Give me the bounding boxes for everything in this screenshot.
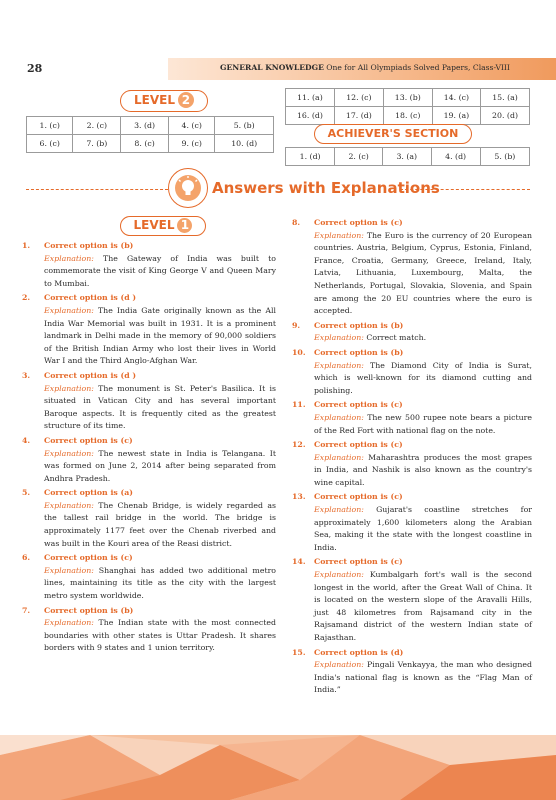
- level1-pill: [120, 216, 206, 236]
- question-body: [314, 647, 532, 697]
- answer-row: [286, 107, 530, 125]
- answer-cell: 15. (a): [481, 89, 530, 107]
- answer-cell: 8. (c): [121, 135, 169, 153]
- explanation-text: Gujarat's coastline stretches for approximately 1,600 kilometers along the Arabian Sea, making it the state with the longest coastline in India.: [314, 505, 532, 552]
- question-item: [22, 240, 276, 290]
- level2-number: 2: [178, 92, 194, 108]
- question-item: [22, 435, 276, 485]
- header-title-rest: One for All Olympiads Solved Papers, Class-VIII: [323, 63, 510, 72]
- answer-cell: 11. (a): [286, 89, 335, 107]
- explanation-label: Explanation:: [314, 360, 364, 370]
- question-number: 1.: [22, 241, 31, 250]
- correct-option: Correct option is (b): [314, 320, 404, 330]
- answer-cell: 5. (b): [480, 148, 529, 166]
- question-item: [292, 347, 532, 397]
- explanation-text: Kumbalgarh fort's wall is the second longest in the world, after the Great Wall of China. It is located on the western slope of the Aravalli Hills, just 48 kilometres from Rajsamand city in the Rajsamand district of the western Indian state of Rajasthan.: [314, 570, 532, 642]
- level1-label: LEVEL: [133, 218, 175, 232]
- answer-cell: 3. (a): [383, 148, 431, 166]
- correct-option: Correct option is (c): [44, 553, 133, 563]
- explanation-label: Explanation:: [44, 618, 94, 628]
- question-body: [314, 217, 532, 318]
- explanation: [314, 452, 532, 490]
- question-body: [44, 435, 276, 485]
- explanation-text: Correct match.: [363, 333, 427, 343]
- answer-row: [27, 135, 274, 153]
- question-item: [22, 292, 276, 368]
- question-body: [44, 240, 276, 290]
- question-body: [44, 370, 276, 433]
- explanation-text: The Indian state with the most connected boundaries with other states is Uttar Pradesh. It shares borders with 9 states and 1 union territory.: [44, 618, 276, 653]
- divider-left: [26, 189, 168, 190]
- question-body: [44, 487, 276, 550]
- answer-cell: 2. (c): [73, 117, 121, 135]
- correct-option: Correct option is (b): [44, 241, 134, 250]
- question-item: [22, 487, 276, 550]
- correct-option: Correct option is (c): [314, 218, 403, 227]
- question-number: 12.: [292, 440, 306, 450]
- explanation: [44, 383, 276, 433]
- answer-row: [27, 117, 274, 135]
- explanation: [314, 569, 532, 645]
- correct-option: Correct option is (c): [314, 400, 403, 410]
- explanation: [314, 659, 532, 697]
- answer-cell: 6. (c): [27, 135, 73, 153]
- explanation-text: The Diamond City of India is Surat, which is well-known for its diamond cutting and polishing.: [314, 360, 532, 395]
- question-body: [314, 399, 532, 437]
- explanation-label: Explanation:: [314, 452, 364, 462]
- question-item: [292, 556, 532, 644]
- explanation-text: The Chenab Bridge, is widely regarded as the tallest rail bridge in the world. The bridge is approximately 1177 feet over the Chenab riverbed and was built in the Kouri area of the Reasi district.: [44, 500, 276, 548]
- explanation-label: Explanation:: [314, 505, 364, 515]
- question-number: 14.: [292, 557, 306, 567]
- question-number: 13.: [292, 492, 306, 502]
- page-number: 28: [27, 62, 43, 75]
- explanation-label: Explanation:: [44, 305, 94, 315]
- right-column: [292, 215, 532, 697]
- question-body: [314, 320, 532, 345]
- achievers-section-title: ACHIEVER'S SECTION: [314, 124, 472, 144]
- answer-cell: 17. (d): [334, 107, 383, 125]
- level2-pill: [120, 90, 208, 112]
- answer-row: [286, 148, 530, 166]
- question-number: 8.: [292, 218, 301, 227]
- question-item: [22, 552, 276, 602]
- correct-option: Correct option is (b): [314, 347, 404, 357]
- section-title: Answers with Explanations: [212, 179, 440, 197]
- explanation-text: Shanghai has added two additional metro lines, maintaining its title as the city with the largest metro system worldwide.: [44, 565, 276, 601]
- explanation-label: Explanation:: [314, 412, 364, 422]
- question-number: 11.: [292, 400, 306, 410]
- level2-answer-table-left: [26, 116, 274, 153]
- question-body: [44, 292, 276, 368]
- answer-cell: 10. (d): [215, 135, 274, 153]
- correct-option: Correct option is (c): [314, 440, 403, 450]
- explanation-text: Maharashtra produces the most grapes in India, and Nashik is also known as the country's wine capital.: [314, 452, 532, 487]
- answer-cell: 3. (d): [121, 117, 169, 135]
- question-number: 2.: [22, 293, 31, 303]
- answer-cell: 13. (b): [383, 89, 432, 107]
- explanation-text: Pingali Venkayya, the man who designed India's national flag is known as the “Flag Man of India.”: [314, 660, 532, 695]
- answer-cell: 7. (b): [73, 135, 121, 153]
- question-number: 6.: [22, 553, 31, 563]
- question-number: 5.: [22, 488, 31, 498]
- question-body: [314, 347, 532, 397]
- explanation: [44, 448, 276, 486]
- question-number: 10.: [292, 347, 306, 357]
- answer-cell: 14. (c): [432, 89, 480, 107]
- question-item: [292, 647, 532, 697]
- question-item: [292, 491, 532, 554]
- question-body: [314, 491, 532, 554]
- running-header: [220, 63, 510, 72]
- question-body: [44, 605, 276, 655]
- explanation: [44, 500, 276, 550]
- answer-cell: 9. (c): [168, 135, 214, 153]
- question-item: [292, 320, 532, 345]
- correct-option: Correct option is (b): [44, 605, 134, 615]
- question-number: 4.: [22, 435, 31, 445]
- answer-cell: 18. (c): [383, 107, 432, 125]
- header-title-bold: GENERAL KNOWLEDGE: [220, 63, 324, 72]
- answer-cell: 12. (c): [334, 89, 383, 107]
- answer-cell: 5. (b): [215, 117, 274, 135]
- answer-cell: 20. (d): [481, 107, 530, 125]
- level1-number: 1: [177, 218, 192, 233]
- question-item: [292, 439, 532, 489]
- explanation-label: Explanation:: [44, 253, 94, 263]
- question-number: 15.: [292, 647, 306, 657]
- answer-cell: 1. (c): [27, 117, 73, 135]
- question-item: [22, 370, 276, 433]
- explanation-label: Explanation:: [44, 448, 94, 458]
- explanation-text: The Gateway of India was built to commemorate the visit of King George V and Queen Mary to Mumbai.: [44, 253, 276, 288]
- explanation: [44, 565, 276, 603]
- correct-option: Correct option is (d ): [44, 293, 137, 303]
- left-column: [22, 238, 276, 655]
- explanation: [314, 412, 532, 437]
- question-item: [292, 217, 532, 318]
- explanation-label: Explanation:: [314, 570, 364, 580]
- correct-option: Correct option is (c): [314, 557, 403, 567]
- explanation: [44, 617, 276, 655]
- question-number: 9.: [292, 320, 301, 330]
- explanation: [44, 305, 276, 368]
- question-body: [44, 552, 276, 602]
- explanation-label: Explanation:: [44, 383, 94, 393]
- question-item: [22, 605, 276, 655]
- answer-cell: 19. (a): [432, 107, 480, 125]
- explanation-label: Explanation:: [44, 565, 94, 575]
- answer-cell: 1. (d): [286, 148, 335, 166]
- answer-cell: 16. (d): [286, 107, 335, 125]
- correct-option: Correct option is (d): [314, 647, 404, 657]
- question-body: [314, 556, 532, 644]
- explanation: [314, 230, 532, 318]
- answer-cell: 4. (c): [168, 117, 214, 135]
- explanation-text: The new 500 rupee note bears a picture of the Red Fort with national flag on the note.: [314, 412, 532, 435]
- explanation-label: Explanation:: [314, 660, 364, 670]
- explanation-label: Explanation:: [314, 230, 364, 240]
- correct-option: Correct option is (d ): [44, 370, 137, 380]
- explanation: [314, 504, 532, 554]
- achievers-answer-table: [285, 147, 530, 166]
- question-number: 3.: [22, 370, 31, 380]
- explanation-label: Explanation:: [314, 333, 364, 343]
- explanation-text: The Euro is the currency of 20 European countries. Austria, Belgium, Cyprus, Estonia, Finland, France, Croatia, Germany, Greece, Ireland, Italy, Latvia, Lithuania, Luxembourg, Malta, the Netherlands, Portugal, Slovakia, Slovenia, and Spain are among the 20 EU countries where the euro is accepted.: [314, 230, 532, 316]
- explanation: [314, 332, 532, 345]
- question-number: 7.: [22, 605, 31, 615]
- explanation-text: The monument is St. Peter's Basilica. It is situated in Vatican City and has several important Baroque aspects. It is frequently cited as the greatest structure of its time.: [44, 383, 276, 431]
- explanation: [44, 253, 276, 291]
- correct-option: Correct option is (c): [44, 435, 133, 445]
- explanation: [314, 360, 532, 398]
- explanation-label: Explanation:: [44, 500, 94, 510]
- level2-answer-table-right: [285, 88, 530, 125]
- lightbulb-glyph-icon: [175, 175, 201, 201]
- explanation-text: The newest state in India is Telangana. It was formed on June 2, 2014 after being separated from Andhra Pradesh.: [44, 448, 276, 483]
- correct-option: Correct option is (c): [314, 492, 403, 502]
- explanation-text: The India Gate originally known as the All India War Memorial was built in 1931. It is a prominent landmark in Delhi made in the memory of 90,000 soldiers of the British Indian Army who lost their lives in World War I and the Third Anglo-Afghan War.: [44, 305, 276, 366]
- answer-row: [286, 89, 530, 107]
- lightbulb-icon: [168, 168, 208, 208]
- level2-label: LEVEL: [134, 93, 175, 107]
- question-item: [292, 399, 532, 437]
- correct-option: Correct option is (a): [44, 488, 133, 498]
- answer-cell: 4. (d): [431, 148, 480, 166]
- footer-pattern: [0, 735, 556, 800]
- answer-cell: 2. (c): [335, 148, 383, 166]
- question-body: [314, 439, 532, 489]
